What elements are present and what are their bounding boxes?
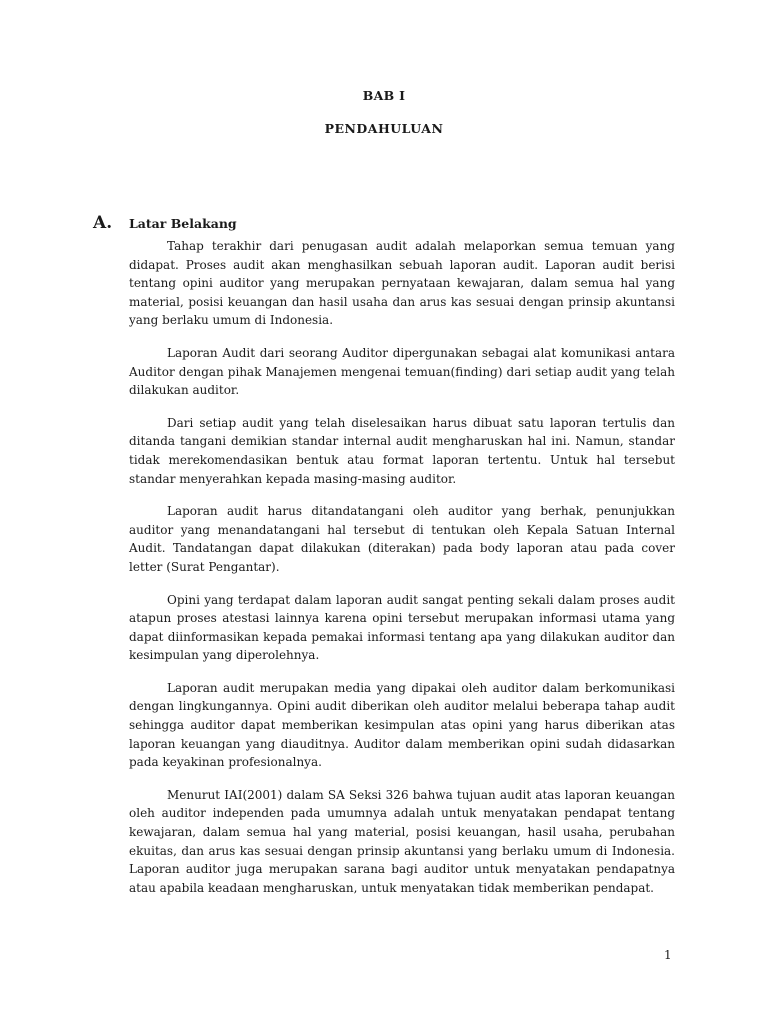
section-title: Latar Belakang	[129, 216, 237, 231]
paragraph-4: Laporan audit harus ditandatangani oleh auditor yang berhak, penunjukkan auditor yang menandatangani hal tersebut di tentukan oleh Kepala Satuan Internal Audit. Tandatangan dapat dilakukan (diterakan) pada body laporan atau pada cover letter (Surat Pengantar).	[129, 504, 675, 574]
page-number: 1	[664, 948, 672, 962]
chapter-title: PENDAHULUAN	[324, 121, 444, 136]
paragraph-5: Opini yang terdapat dalam laporan audit sangat penting sekali dalam proses audit atapun proses atestasi lainnya karena opini tersebut merupakan informasi utama yang dapat diinformasikan kepada pemakai informasi tentang apa yang dilakukan auditor dan kesimpulan yang diperolehnya.	[129, 592, 675, 663]
paragraph-2: Laporan Audit dari seorang Auditor dipergunakan sebagai alat komunikasi antara Auditor dengan pihak Manajemen mengenai temuan(finding) dari setiap audit yang telah dilakukan auditor.	[129, 345, 675, 398]
paragraph-6: Laporan audit merupakan media yang dipakai oleh auditor dalam berkomunikasi dengan lingkungannya. Opini audit diberikan oleh auditor melalui beberapa tahap audit sehingga auditor dapat memberikan kesimpulan atas opini yang harus diberikan atas laporan keuangan yang diauditnya. Auditor dalam memberikan opini sudah didasarkan pada keyakinan profesionalnya.	[129, 680, 675, 770]
paragraph-7: Menurut IAI(2001) dalam SA Seksi 326 bahwa tujuan audit atas laporan keuangan oleh auditor independen pada umumnya adalah untuk menyatakan pendapat tentang kewajaran, dalam semua hal yang material, posisi keuangan, hasil usaha, perubahan ekuitas, dan arus kas sesuai dengan prinsip akuntansi yang berlaku umum di Indonesia. Laporan auditor juga merupakan sarana bagi auditor untuk menyatakan pendapatnya atau apabila keadaan mengharuskan, untuk menyatakan tidak memberikan pendapat.	[129, 787, 675, 895]
section-letter: A.	[93, 213, 113, 233]
paragraph-1: Tahap terakhir dari penugasan audit adalah melaporkan semua temuan yang didapat. Proses audit akan menghasilkan sebuah laporan audit. Laporan audit berisi tentang opini auditor yang merupakan pernyataan kewajaran, dalam semua hal yang material, posisi keuangan dan hasil usaha dan arus kas sesuai dengan prinsip akuntansi yang berlaku umum di Indonesia.	[129, 239, 675, 328]
body-text	[129, 237, 675, 911]
paragraph-3: Dari setiap audit yang telah diselesaikan harus dibuat satu laporan tertulis dan ditanda tangani demikian standar internal audit mengharuskan hal ini. Namun, standar tidak merekomendasikan bentuk atau format laporan tertentu. Untuk hal tersebut standar menyerahkan kepada masing-masing auditor.	[129, 415, 675, 486]
chapter-number: BAB I	[362, 88, 406, 103]
section-heading	[93, 213, 693, 233]
